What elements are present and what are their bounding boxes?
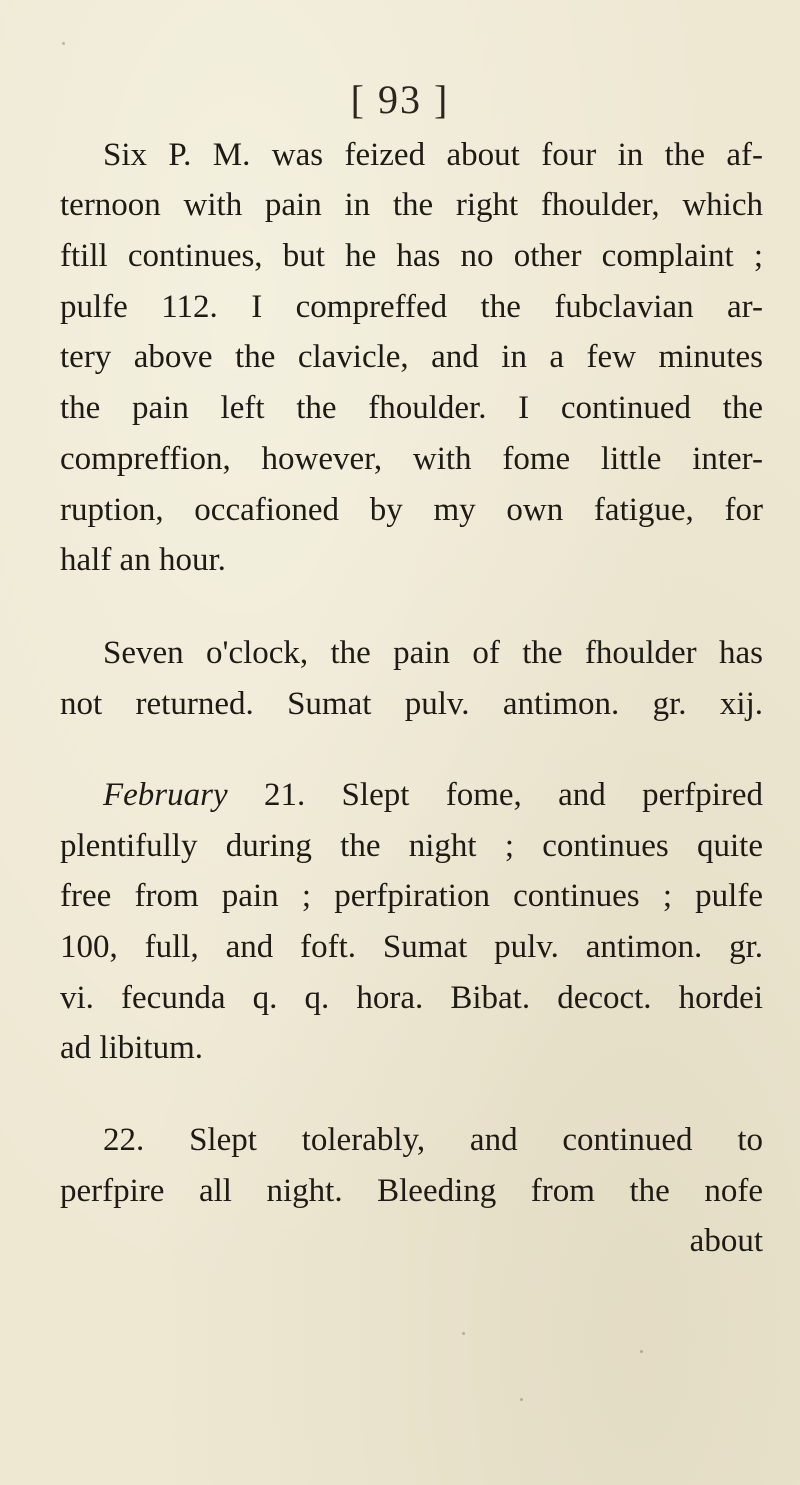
page-number: [ 93 ]: [350, 77, 450, 122]
text-line: ruption, occafioned by my own fatigue, for: [60, 492, 763, 528]
text-line: compreffion, however, with fome little inter-: [60, 441, 763, 477]
paper-speck: [62, 42, 65, 45]
text-line: plentifully during the night ; continues quite: [60, 828, 763, 864]
text-line: [103, 775, 763, 815]
text-line: 22. Slept tolerably, and continued to: [103, 1122, 763, 1158]
text-line: 100, full, and foft. Sumat pulv. antimon. gr.: [60, 929, 763, 965]
text-line: ternoon with pain in the right fhoulder, which: [60, 187, 763, 223]
text-line: pulfe 112. I compreffed the fubclavian ar-: [60, 289, 763, 325]
text-line: half an hour.: [60, 542, 226, 578]
text-line: the pain left the fhoulder. I continued the: [60, 390, 763, 426]
text-line: ftill continues, but he has no other complaint ;: [60, 238, 763, 274]
text-line: perfpire all night. Bleeding from the nofe: [60, 1173, 763, 1209]
text-line: ad libitum.: [60, 1030, 203, 1066]
date-label: February: [103, 777, 228, 813]
paper-speck: [640, 1350, 643, 1353]
paper-speck: [462, 1332, 465, 1335]
catchword: about: [689, 1223, 763, 1259]
text-line: vi. fecunda q. q. hora. Bibat. decoct. hordei: [60, 980, 763, 1016]
text-line: not returned. Sumat pulv. antimon. gr. xij.: [60, 686, 763, 722]
paper-speck: [520, 1398, 523, 1401]
text-line: free from pain ; perfpiration continues ; pulfe: [60, 878, 763, 914]
text-line: Seven o'clock, the pain of the fhoulder has: [103, 635, 763, 671]
text-line: tery above the clavicle, and in a few minutes: [60, 339, 763, 375]
text-line: Six P. M. was feized about four in the af-: [103, 137, 763, 173]
text-line-rest: 21. Slept fome, and perfpired: [227, 777, 763, 813]
